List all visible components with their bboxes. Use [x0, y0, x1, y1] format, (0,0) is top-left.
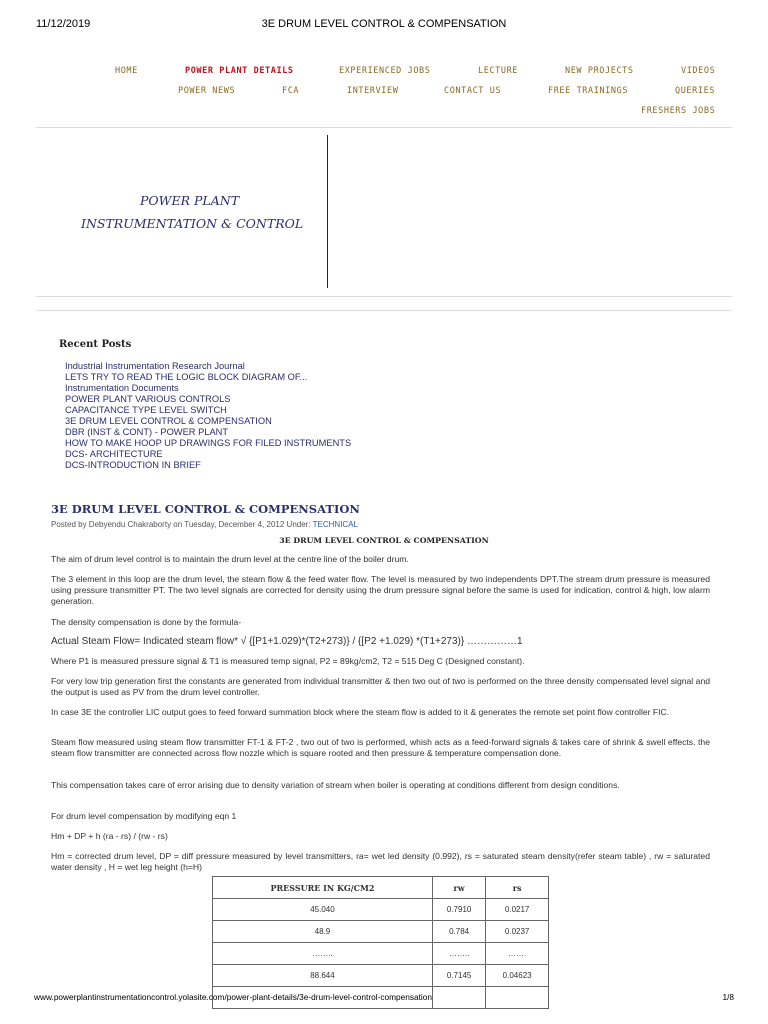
table-cell: …….	[486, 943, 549, 965]
nav-lecture[interactable]: LECTURE	[478, 66, 519, 76]
density-table	[212, 876, 549, 1009]
table-cell: 45.040	[213, 899, 433, 921]
post-category-link[interactable]: TECHNICAL	[312, 520, 358, 529]
post-equation: Hm + DP + h (ra - rs) / (rw - rs)	[51, 831, 168, 841]
recent-post-link[interactable]: POWER PLANT VARIOUS CONTROLS	[65, 394, 231, 404]
recent-posts-heading: Recent Posts	[59, 339, 132, 350]
table-header-row	[213, 877, 549, 899]
post-meta	[51, 520, 358, 529]
print-footer-url: www.powerplantinstrumentationcontrol.yolasite.com/power-plant-details/3e-drum-level-control-compensation	[34, 992, 432, 1002]
table-row	[213, 943, 549, 965]
table-cell: 48.9	[213, 921, 433, 943]
post-paragraph: Where P1 is measured pressure signal & T1 is measured temp signal, P2 = 89kg/cm2, T2 = 515 Deg C (Designed constant).	[51, 656, 525, 666]
table-row	[213, 965, 549, 987]
header-divider-bottom	[36, 296, 732, 297]
post-paragraph: In case 3E the controller LIC output goes to feed forward summation block where the steam flow is added to it & generates the remote set point flow controller FIC.	[51, 707, 670, 717]
post-paragraph: For very low trip generation first the constants are generated from individual transmitter & then two out of two is performed on the three density compensated level signal and the output is used as PV from the drum level controller.	[51, 676, 710, 698]
table-header-rw: rw	[432, 877, 485, 899]
recent-post-link[interactable]: LETS TRY TO READ THE LOGIC BLOCK DIAGRAM OF...	[65, 372, 308, 382]
table-cell	[432, 987, 485, 1009]
nav-free-trainings[interactable]: FREE TRAININGS	[548, 86, 629, 96]
nav-contact-us[interactable]: CONTACT US	[444, 86, 502, 96]
recent-post-link[interactable]: DCS- ARCHITECTURE	[65, 449, 163, 459]
recent-post-link[interactable]: 3E DRUM LEVEL CONTROL & COMPENSATION	[65, 416, 272, 426]
post-paragraph: For drum level compensation by modifying eqn 1	[51, 811, 237, 821]
post-paragraph: Steam flow measured using steam flow transmitter FT-1 & FT-2 , two out of two is performed, whish acts as a feed-forward signals & takes care of shrink & swell effects. the steam flow transmitter are connected across flow nozzle which is square rooted and then pressure & temperature compensation done.	[51, 737, 710, 759]
brand-line-2: INSTRUMENTATION & CONTROL	[81, 216, 304, 231]
post-paragraph: The 3 element in this loop are the drum level, the steam flow & the feed water flow. The level is measured by two independents DPT.The stream drum pressure is measured using pressure transmitter PT. The two level signals are corrected for density using the drum pressure signal before the same is used for indication, control & high, low alarm generation.	[51, 574, 710, 607]
print-page-number: 1/8	[722, 992, 734, 1002]
table-cell: ……..	[432, 943, 485, 965]
print-title: 3E DRUM LEVEL CONTROL & COMPENSATION	[261, 18, 507, 30]
table-row	[213, 921, 549, 943]
nav-fca[interactable]: FCA	[282, 86, 300, 96]
brand-line-1: POWER PLANT	[140, 193, 240, 208]
table-cell: 0.0217	[486, 899, 549, 921]
table-cell: 0.784	[432, 921, 485, 943]
post-paragraph: The density compensation is done by the formula-	[51, 617, 242, 627]
print-header	[0, 18, 768, 32]
table-cell: ……..	[213, 943, 433, 965]
nav-videos[interactable]: VIDEOS	[681, 66, 716, 76]
post-meta-text: Posted by Debyendu Chakraborty on Tuesday, December 4, 2012 Under:	[51, 520, 311, 529]
table-header-rs: rs	[486, 877, 549, 899]
recent-post-link[interactable]: CAPACITANCE TYPE LEVEL SWITCH	[65, 405, 227, 415]
nav-queries[interactable]: QUERIES	[675, 86, 716, 96]
print-date: 11/12/2019	[36, 18, 91, 30]
nav-new-projects[interactable]: NEW PROJECTS	[565, 66, 634, 76]
post-subtitle: 3E DRUM LEVEL CONTROL & COMPENSATION	[279, 536, 489, 545]
recent-posts-list	[65, 361, 351, 471]
post-paragraph: This compensation takes care of error arising due to density variation of stream when boiler is operating at conditions different from design conditions.	[51, 780, 620, 790]
table-cell	[486, 987, 549, 1009]
header-divider-bottom-2	[36, 310, 732, 311]
table-cell: 0.0237	[486, 921, 549, 943]
nav-experienced-jobs[interactable]: EXPERIENCED JOBS	[339, 66, 431, 76]
table-cell: 0.7145	[432, 965, 485, 987]
table-cell: 88.644	[213, 965, 433, 987]
recent-post-link[interactable]: Industrial Instrumentation Research Journal	[65, 361, 245, 371]
post-formula: Actual Steam Flow= Indicated steam flow* √ {[P1+1.029)*(T2+273)} / {[P2 +1.029) *(T1+273)} ……………1	[51, 636, 523, 647]
header-divider-top	[36, 127, 732, 128]
nav-freshers-jobs[interactable]: FRESHERS JOBS	[641, 106, 716, 116]
recent-post-link[interactable]: DCS-INTRODUCTION IN BRIEF	[65, 460, 201, 470]
table-header-pressure: PRESSURE IN KG/CM2	[213, 877, 433, 899]
header-divider-vertical	[327, 135, 328, 288]
table-row	[213, 899, 549, 921]
nav-interview[interactable]: INTERVIEW	[347, 86, 399, 96]
table-cell: 0.7910	[432, 899, 485, 921]
nav-power-plant-details[interactable]: POWER PLANT DETAILS	[185, 66, 294, 76]
post-paragraph: Hm = corrected drum level, DP = diff pressure measured by level transmitters, ra= wet led density (0.992), rs = saturated steam density(refer steam table) , rw = saturated water density , H = wet leg height (h=H)	[51, 851, 710, 873]
table-cell: 0.04623	[486, 965, 549, 987]
recent-post-link[interactable]: HOW TO MAKE HOOP UP DRAWINGS FOR FILED INSTRUMENTS	[65, 438, 352, 448]
nav-home[interactable]: HOME	[115, 66, 138, 76]
recent-post-link[interactable]: DBR (INST & CONT) - POWER PLANT	[65, 427, 229, 437]
post-paragraph: The aim of drum level control is to maintain the drum level at the centre line of the boiler drum.	[51, 554, 409, 564]
recent-post-link[interactable]: Instrumentation Documents	[65, 383, 179, 393]
nav-power-news[interactable]: POWER NEWS	[178, 86, 236, 96]
post-title[interactable]: 3E DRUM LEVEL CONTROL & COMPENSATION	[51, 502, 360, 516]
